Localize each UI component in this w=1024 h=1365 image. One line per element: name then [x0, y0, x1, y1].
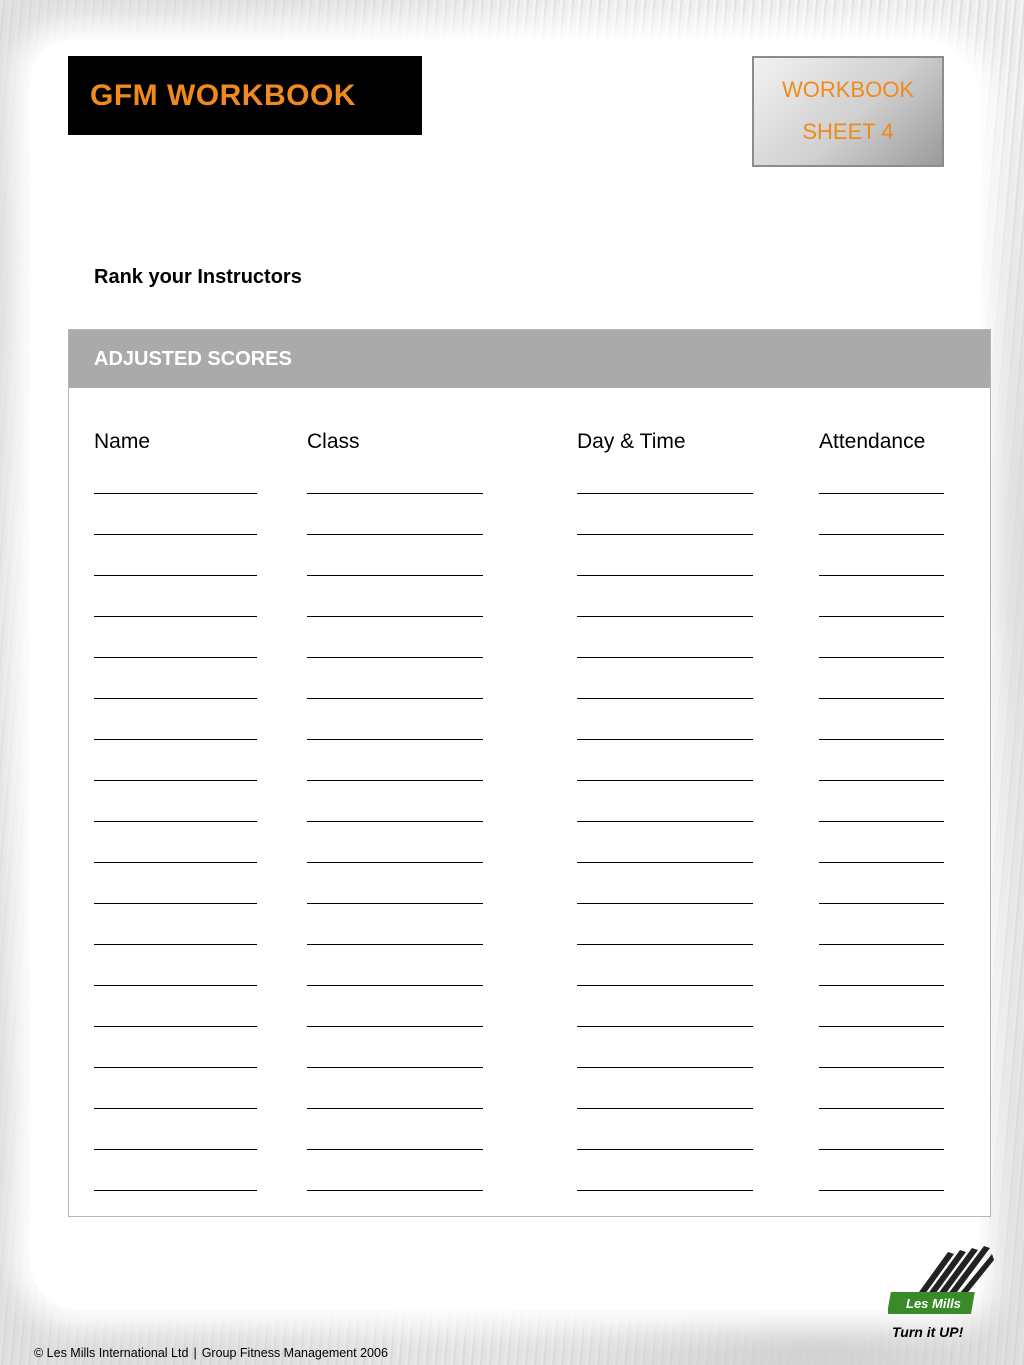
blank-line-attendance: [819, 1149, 944, 1150]
blank-line-name: [94, 1067, 257, 1068]
blank-line-attendance: [819, 862, 944, 863]
blank-line-day-time: [577, 616, 753, 617]
blank-line-class: [307, 616, 483, 617]
blank-line-class: [307, 1149, 483, 1150]
column-header-class: Class: [307, 430, 360, 453]
panel-header: [69, 330, 990, 388]
blank-line-class: [307, 657, 483, 658]
blank-line-day-time: [577, 493, 753, 494]
logo-brand-text: Les Mills: [906, 1296, 961, 1311]
blank-line-day-time: [577, 575, 753, 576]
footer-separator: |: [193, 1346, 197, 1360]
blank-line-name: [94, 534, 257, 535]
les-mills-logo: [888, 1240, 998, 1345]
blank-line-day-time: [577, 698, 753, 699]
blank-line-day-time: [577, 1108, 753, 1109]
blank-line-class: [307, 821, 483, 822]
column-header-attendance: Attendance: [819, 430, 926, 453]
program-text: Group Fitness Management 2006: [201, 1346, 388, 1360]
blank-line-attendance: [819, 1108, 944, 1109]
blank-line-name: [94, 1026, 257, 1027]
blank-line-name: [94, 780, 257, 781]
copyright-text: © Les Mills International Ltd: [34, 1346, 189, 1360]
blank-line-attendance: [819, 1190, 944, 1191]
blank-line-attendance: [819, 1067, 944, 1068]
blank-line-attendance: [819, 534, 944, 535]
blank-line-day-time: [577, 657, 753, 658]
blank-line-name: [94, 862, 257, 863]
blank-line-name: [94, 739, 257, 740]
blank-line-class: [307, 862, 483, 863]
blank-line-day-time: [577, 985, 753, 986]
adjusted-scores-panel: [68, 329, 991, 1217]
blank-line-attendance: [819, 903, 944, 904]
blank-line-day-time: [577, 1026, 753, 1027]
blank-line-attendance: [819, 616, 944, 617]
blank-line-day-time: [577, 1190, 753, 1191]
blank-line-day-time: [577, 862, 753, 863]
blank-line-class: [307, 698, 483, 699]
footer: [34, 1346, 388, 1360]
blank-line-name: [94, 1149, 257, 1150]
blank-line-day-time: [577, 780, 753, 781]
sheet-badge: [752, 56, 944, 167]
page-heading: Rank your Instructors: [94, 266, 302, 288]
blank-line-attendance: [819, 739, 944, 740]
blank-line-class: [307, 780, 483, 781]
sheet-label-line1: WORKBOOK: [781, 77, 914, 102]
blank-line-name: [94, 1108, 257, 1109]
title-banner: [68, 56, 422, 135]
column-header-day-time: Day & Time: [577, 430, 686, 453]
blank-line-day-time: [577, 739, 753, 740]
blank-line-name: [94, 1190, 257, 1191]
panel-title: ADJUSTED SCORES: [94, 347, 292, 370]
blank-line-attendance: [819, 944, 944, 945]
blank-line-attendance: [819, 821, 944, 822]
blank-line-attendance: [819, 493, 944, 494]
blank-line-class: [307, 1108, 483, 1109]
blank-line-attendance: [819, 985, 944, 986]
blank-line-attendance: [819, 575, 944, 576]
blank-line-class: [307, 985, 483, 986]
blank-line-class: [307, 534, 483, 535]
blank-line-day-time: [577, 1067, 753, 1068]
blank-line-class: [307, 944, 483, 945]
blank-line-day-time: [577, 944, 753, 945]
blank-line-attendance: [819, 698, 944, 699]
blank-line-name: [94, 616, 257, 617]
workbook-title: GFM WORKBOOK: [90, 78, 356, 112]
blank-line-day-time: [577, 821, 753, 822]
blank-line-class: [307, 1026, 483, 1027]
blank-line-name: [94, 903, 257, 904]
blank-line-name: [94, 985, 257, 986]
blank-line-name: [94, 821, 257, 822]
blank-line-day-time: [577, 903, 753, 904]
blank-line-attendance: [819, 657, 944, 658]
blank-line-name: [94, 698, 257, 699]
blank-line-day-time: [577, 1149, 753, 1150]
sheet-label-line2: SHEET 4: [802, 119, 894, 144]
blank-line-class: [307, 903, 483, 904]
blank-line-name: [94, 575, 257, 576]
column-header-name: Name: [94, 430, 151, 453]
blank-line-name: [94, 657, 257, 658]
blank-line-class: [307, 493, 483, 494]
blank-line-attendance: [819, 780, 944, 781]
blank-line-class: [307, 1067, 483, 1068]
blank-line-name: [94, 944, 257, 945]
blank-line-attendance: [819, 1026, 944, 1027]
blank-line-class: [307, 1190, 483, 1191]
blank-line-day-time: [577, 534, 753, 535]
blank-line-class: [307, 739, 483, 740]
blank-line-name: [94, 493, 257, 494]
logo-tagline-text: Turn it UP!: [892, 1324, 964, 1340]
blank-line-class: [307, 575, 483, 576]
